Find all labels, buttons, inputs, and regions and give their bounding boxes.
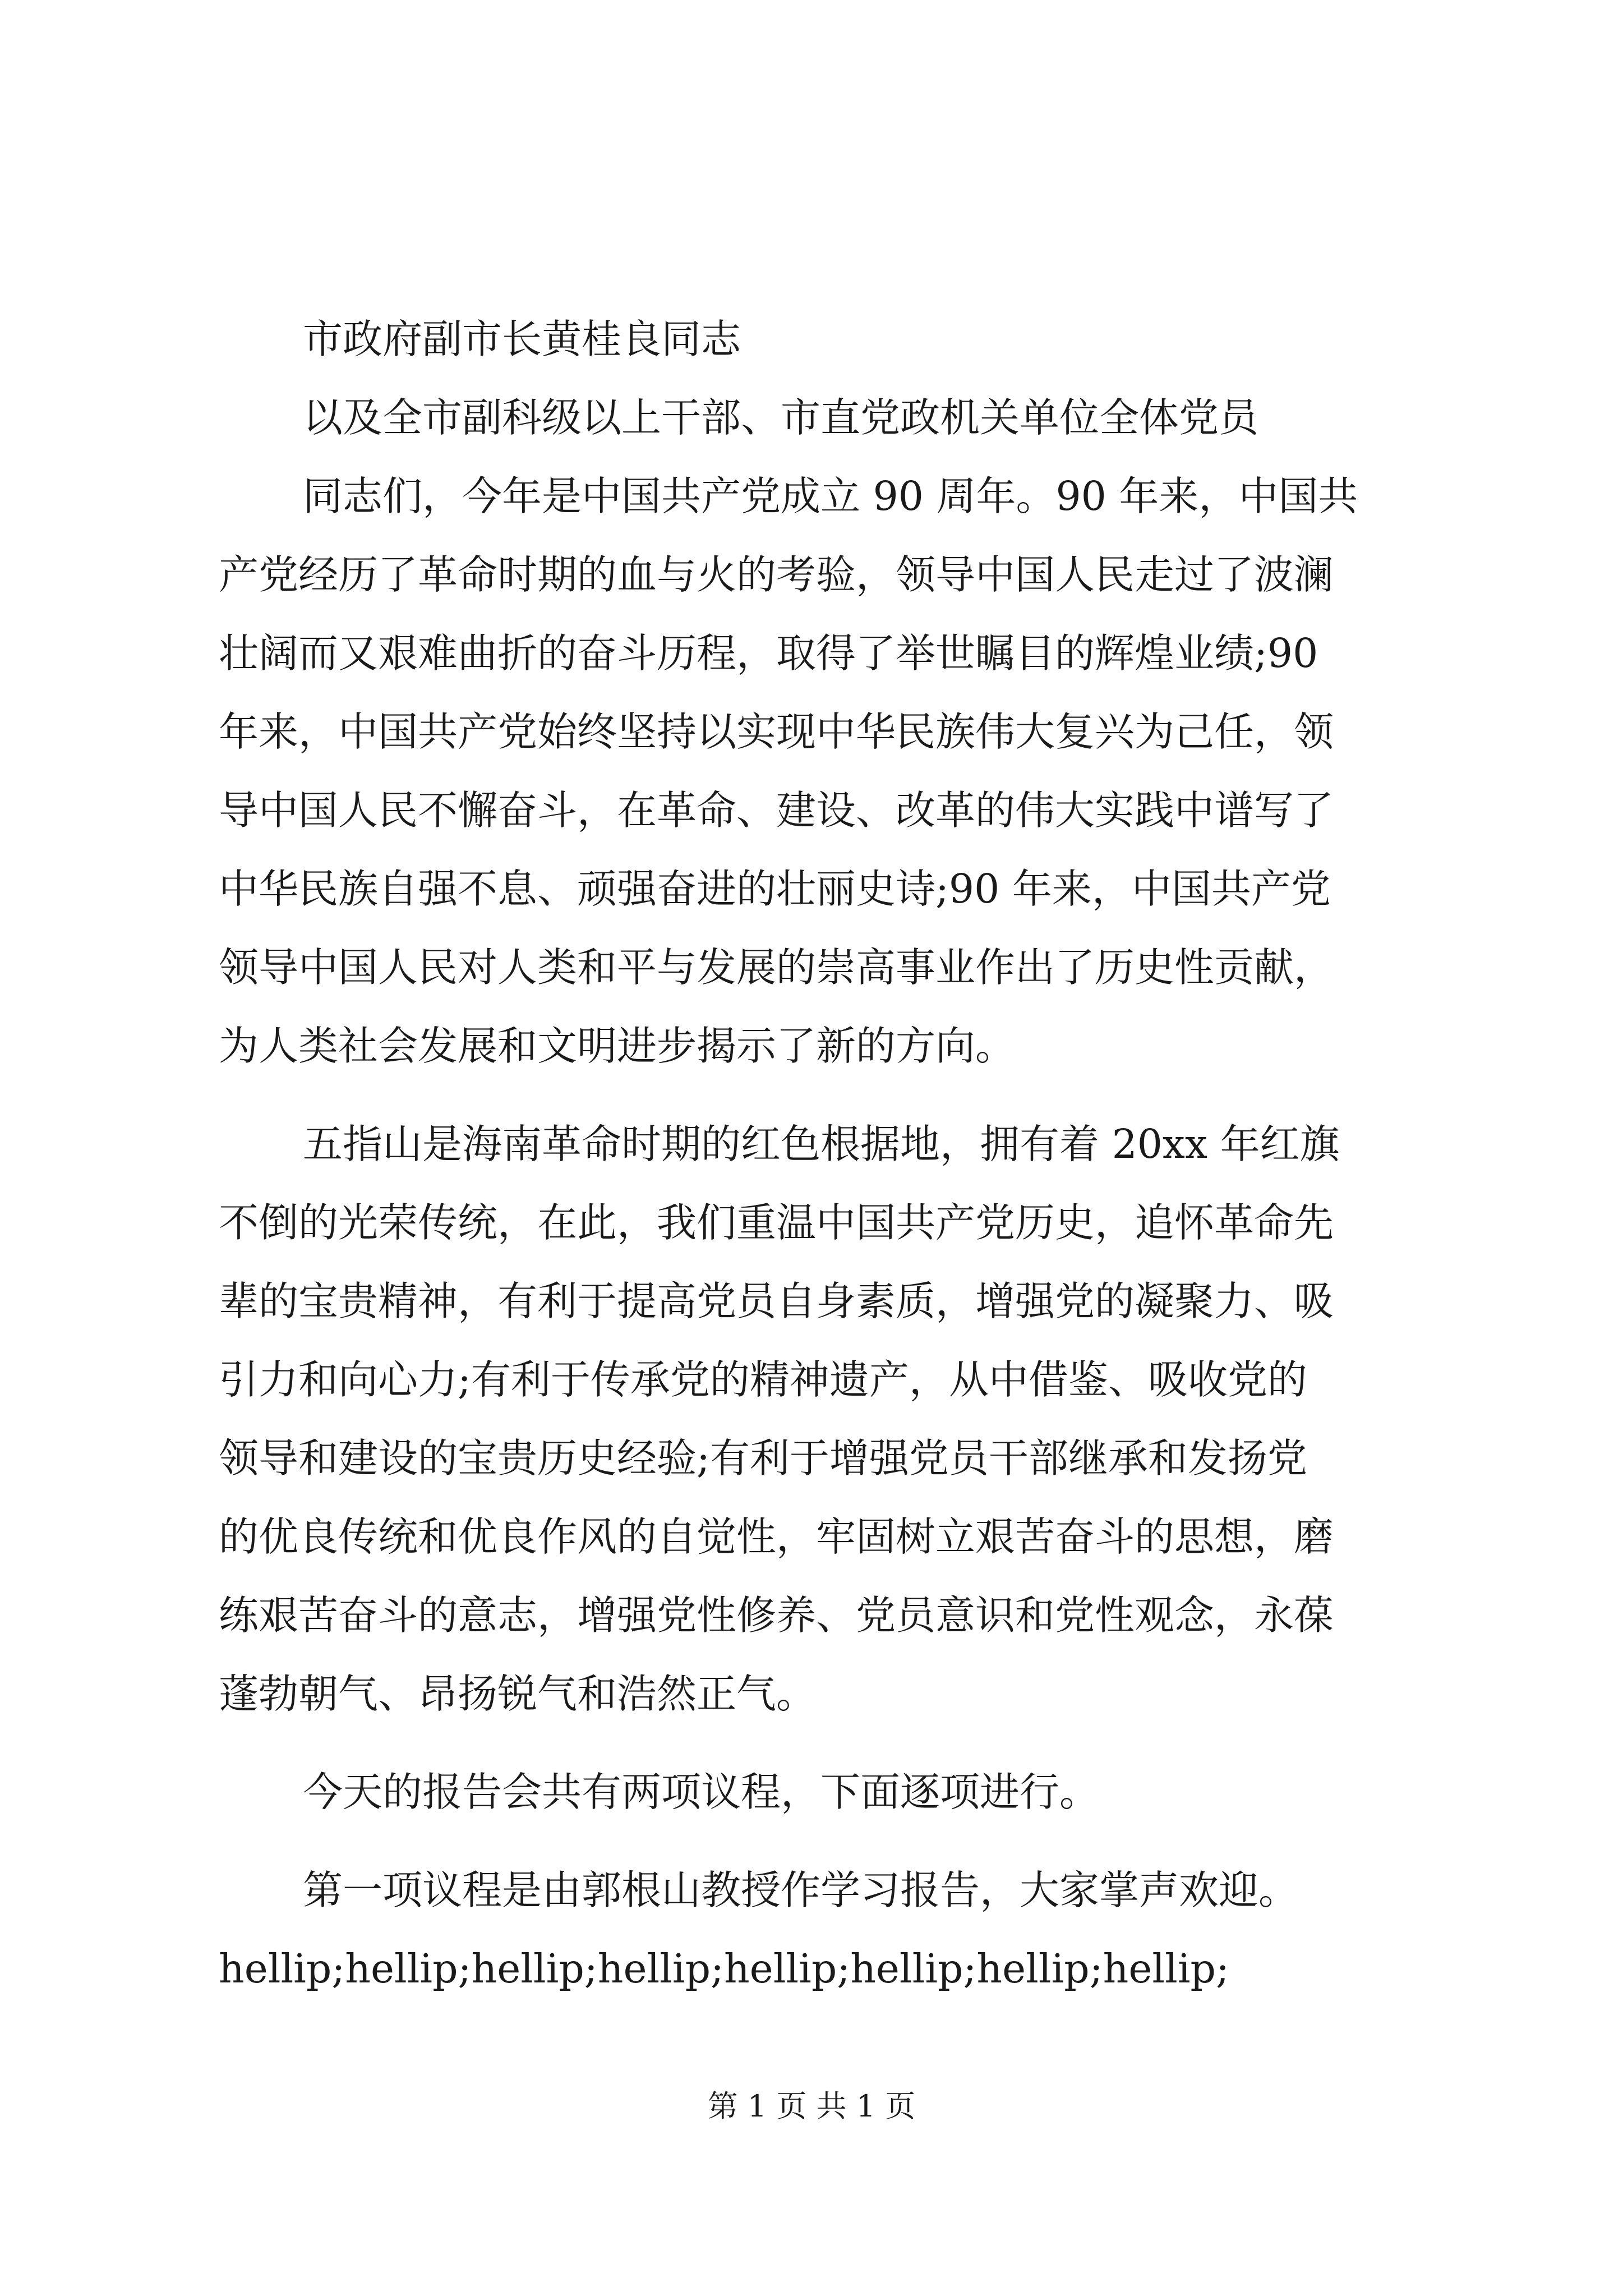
- paragraph-1-line-8: 为人类社会发展和文明进步揭示了新的方向。: [219, 1023, 1016, 1069]
- salutation-line-1: 市政府副市长黄桂良同志: [303, 316, 741, 362]
- paragraph-2-line-5: 领导和建设的宝贵历史经验;有利于增强党员干部继承和发扬党: [219, 1435, 1307, 1481]
- salutation-line-2: 以及全市副科级以上干部、市直党政机关单位全体党员: [303, 394, 1259, 441]
- paragraph-2-line-1: 五指山是海南革命时期的红色根据地，拥有着 20xx 年红旗: [303, 1121, 1340, 1167]
- paragraph-4-line-1: 第一项议程是由郭根山教授作学习报告，大家掌声欢迎。: [303, 1867, 1299, 1913]
- paragraph-2-line-3: 辈的宝贵精神，有利于提高党员自身素质，增强党的凝聚力、吸: [219, 1278, 1334, 1324]
- paragraph-2-line-2: 不倒的光荣传统，在此，我们重温中国共产党历史，追怀革命先: [219, 1199, 1334, 1246]
- page-footer: 第 1 页 共 1 页: [707, 2088, 916, 2124]
- ellipsis-line: hellip;hellip;hellip;hellip;hellip;hellip;hellip;hellip;: [219, 1945, 1229, 1992]
- paragraph-3-line-1: 今天的报告会共有两项议程，下面逐项进行。: [303, 1769, 1100, 1815]
- paragraph-1-line-4: 年来，中国共产党始终坚持以实现中华民族伟大复兴为己任，领: [219, 708, 1334, 755]
- paragraph-2-line-8: 蓬勃朝气、昂扬锐气和浩然正气。: [219, 1671, 817, 1717]
- paragraph-2-line-4: 引力和向心力;有利于传承党的精神遗产，从中借鉴、吸收党的: [219, 1356, 1307, 1403]
- paragraph-2-line-6: 的优良传统和优良作风的自觉性，牢固树立艰苦奋斗的思想，磨: [219, 1513, 1334, 1560]
- paragraph-1-line-6: 中华民族自强不息、顽强奋进的壮丽史诗;90 年来，中国共产党: [219, 866, 1331, 912]
- paragraph-1-line-3: 壮阔而又艰难曲折的奋斗历程，取得了举世瞩目的辉煌业绩;90: [219, 630, 1318, 677]
- paragraph-1-line-5: 导中国人民不懈奋斗，在革命、建设、改革的伟大实践中谱写了: [219, 787, 1334, 834]
- paragraph-1-line-1: 同志们，今年是中国共产党成立 90 周年。90 年来，中国共: [303, 473, 1358, 519]
- paragraph-2-line-7: 练艰苦奋斗的意志，增强党性修养、党员意识和党性观念，永葆: [219, 1592, 1334, 1639]
- paragraph-1-line-2: 产党经历了革命时期的血与火的考验，领导中国人民走过了波澜: [219, 551, 1334, 598]
- paragraph-1-line-7: 领导中国人民对人类和平与发展的崇高事业作出了历史性贡献，: [219, 944, 1334, 991]
